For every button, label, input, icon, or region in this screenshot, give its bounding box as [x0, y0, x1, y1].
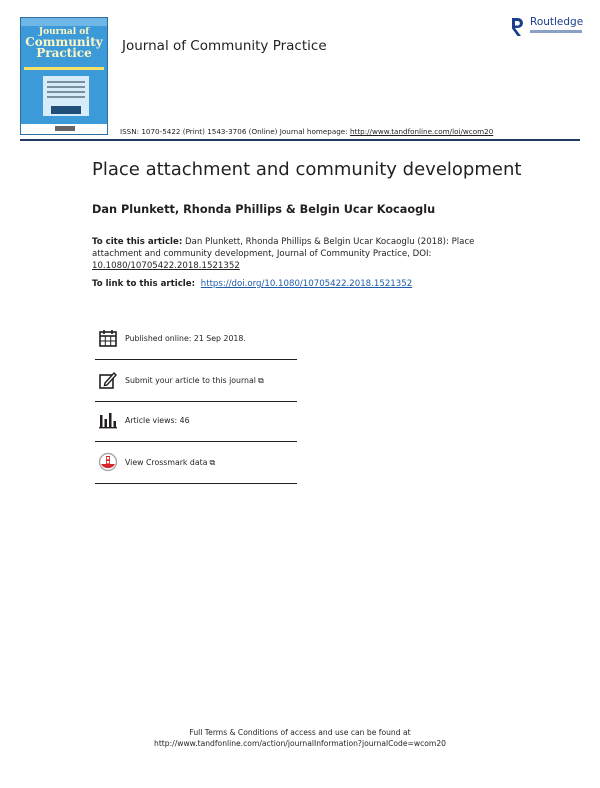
journal-title: Journal of Community Practice [122, 38, 327, 54]
cover-title [25, 28, 103, 59]
routledge-r-icon [510, 16, 526, 38]
issn-text: ISSN: 1070-5422 (Print) 1543-3706 (Online) Journal homepage: [120, 127, 348, 136]
article-title: Place attachment and community development [92, 159, 522, 180]
crossmark-link[interactable]: View Crossmark data [125, 458, 208, 467]
journal-cover-image [20, 17, 108, 135]
published-date: Published online: 21 Sep 2018. [125, 334, 246, 343]
bar-chart-icon [98, 410, 118, 430]
info-row-crossmark[interactable] [95, 444, 297, 484]
submit-article-link[interactable]: Submit your article to this journal [125, 376, 256, 385]
info-row-published [95, 320, 297, 360]
cover-title-line3: Practice [36, 46, 92, 60]
external-link-icon: ⧉ [257, 376, 264, 385]
article-authors: Dan Plunkett, Rhonda Phillips & Belgin Ucar Kocaoglu [92, 203, 436, 216]
article-doi-link[interactable]: https://doi.org/10.1080/10705422.2018.1521352 [200, 279, 413, 289]
cover-title-line2: Community [25, 35, 103, 49]
info-row-submit[interactable] [95, 362, 297, 402]
cite-text: Dan Plunkett, Rhonda Phillips & Belgin Ucar Kocaoglu (2018): Place attachment and community development, Journal of Community Practice, DOI: [92, 237, 475, 259]
journal-homepage-link[interactable]: http://www.tandfonline.com/loi/wcom20 [349, 127, 494, 136]
publisher-name: Routledge [530, 16, 584, 28]
info-row-views [95, 402, 297, 442]
article-views: Article views: 46 [125, 416, 190, 425]
external-link-icon: ⧉ [209, 458, 216, 467]
footer-line1: Full Terms & Conditions of access and use can be found at [189, 728, 411, 737]
calendar-icon [98, 328, 118, 348]
crossmark-icon [98, 452, 118, 472]
publisher-logo [510, 16, 590, 42]
edit-icon [98, 370, 118, 390]
citation-block [92, 236, 492, 272]
cite-doi-link[interactable]: 10.1080/10705422.2018.1521352 [92, 261, 240, 271]
link-label: To link to this article: [92, 279, 196, 289]
issn-line [120, 127, 493, 136]
footer-terms-link[interactable]: http://www.tandfonline.com/action/journalInformation?journalCode=wcom20 [154, 739, 446, 748]
cite-label: To cite this article: [92, 237, 183, 247]
footer [0, 727, 600, 749]
header-divider [20, 139, 580, 141]
cover-title-line1: Journal of [38, 27, 90, 37]
article-link-line [92, 279, 412, 289]
